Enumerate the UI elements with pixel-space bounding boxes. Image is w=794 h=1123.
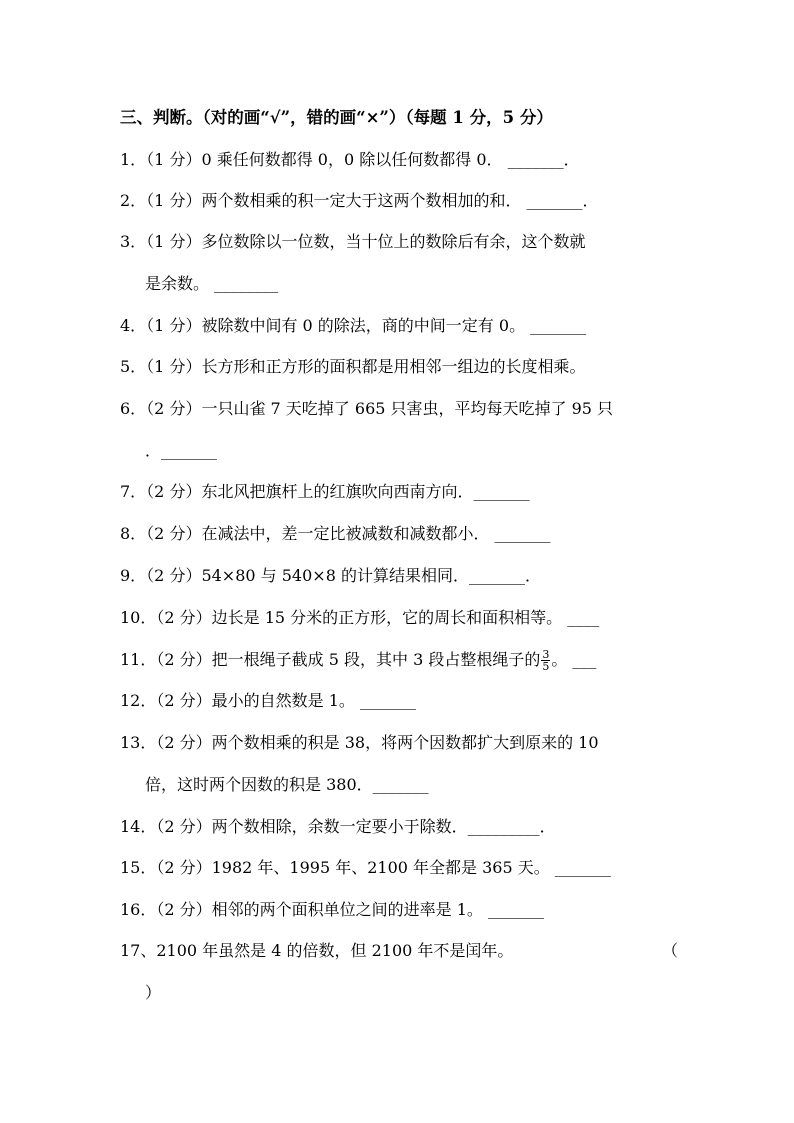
question-8: 8．（2 分）在减法中，差一定比被减数和减数都小． _______ — [120, 524, 551, 543]
answer-paren-open: （ — [662, 941, 679, 960]
question-6: 6．（2 分）一只山雀 7 天吃掉了 665 只害虫，平均每天吃掉了 95 只 — [120, 399, 614, 418]
question-7: 7．（2 分）东北风把旗杆上的红旗吹向西南方向．_______ — [120, 482, 530, 501]
question-4: 4．（1 分）被除数中间有 0 的除法，商的中间一定有 0。 _______ — [120, 316, 587, 335]
question-1: 1．（1 分）0 乘任何数都得 0，0 除以任何数都得 0． _______． — [120, 150, 580, 169]
question-2: 2．（1 分）两个数相乘的积一定大于这两个数相加的和． _______． — [120, 191, 599, 210]
question-11-text: 11．（2 分）把一根绳子截成 5 段，其中 3 段占整根绳子的 — [120, 650, 541, 669]
answer-paren-close: ） — [145, 983, 162, 1002]
question-13: 13．（2 分）两个数相乘的积是 38，将两个因数都扩大到原来的 10 — [120, 733, 599, 752]
question-15: 15．（2 分）1982 年、1995 年、2100 年全都是 365 天。 _______ — [120, 858, 611, 877]
question-3-continuation: 是余数。 ________ — [145, 274, 279, 293]
question-9: 9．（2 分）54×80 与 540×8 的计算结果相同．_______． — [120, 566, 541, 585]
question-11-blank: 。 ___ — [551, 650, 597, 669]
question-5: 5．（1 分）长方形和正方形的面积都是用相邻一组边的长度相乘。 — [120, 357, 586, 376]
question-6-continuation: ．_______ — [145, 441, 218, 460]
question-3: 3．（1 分）多位数除以一位数，当十位上的数除后有余，这个数就 — [120, 232, 586, 251]
fraction-denominator: 5 — [542, 660, 550, 673]
question-16: 16．（2 分）相邻的两个面积单位之间的进率是 1。 _______ — [120, 900, 544, 919]
question-14: 14．（2 分）两个数相除，余数一定要小于除数．_________． — [120, 817, 556, 836]
question-17: 17、2100 年虽然是 4 的倍数，但 2100 年不是闰年。 — [120, 941, 514, 960]
question-11 — [120, 648, 596, 672]
question-10: 10．（2 分）边长是 15 分米的正方形，它的周长和面积相等。 ____ — [120, 608, 600, 627]
section-heading: 三、判断。（对的画“√”，错的画“×”）（每题 1 分，5 分） — [120, 108, 553, 127]
question-13-continuation: 倍，这时两个因数的积是 380．_______ — [145, 775, 429, 794]
fraction-numerator: 3 — [542, 648, 550, 661]
question-12: 12．（2 分）最小的自然数是 1。 _______ — [120, 691, 416, 710]
fraction — [541, 649, 550, 672]
